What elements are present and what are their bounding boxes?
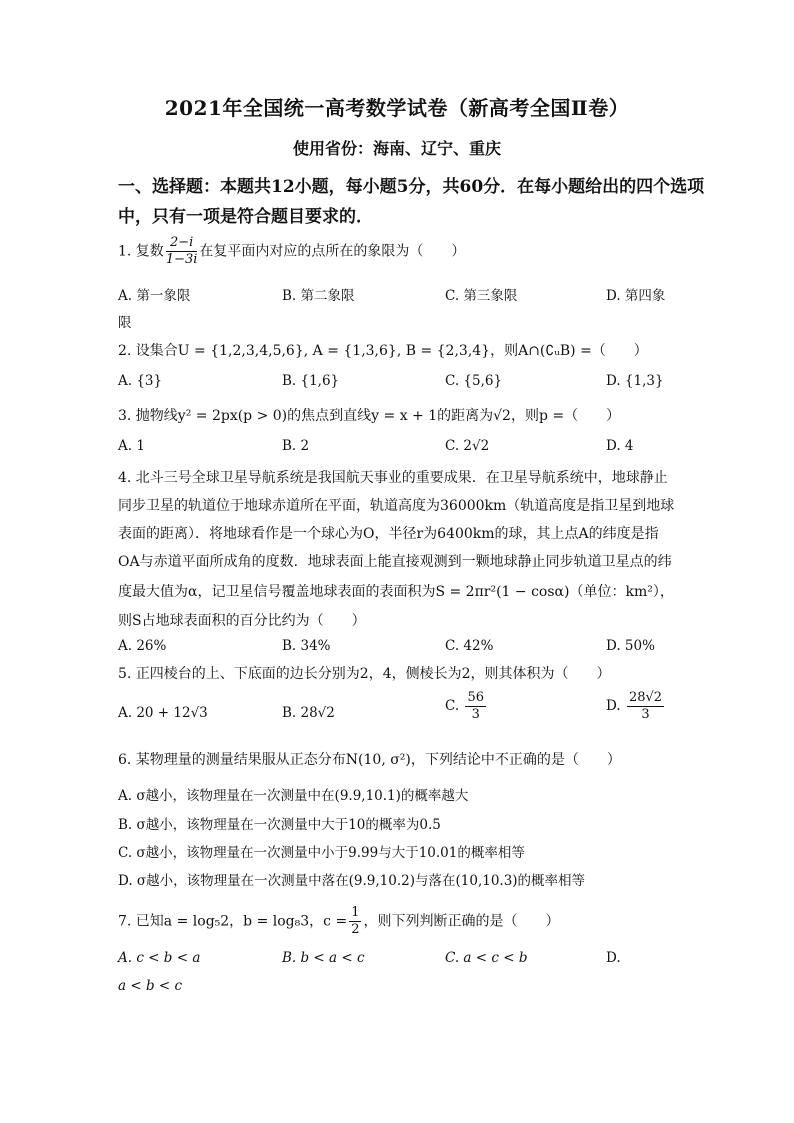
question-5-option-b[interactable]: B. 28√2	[282, 705, 335, 721]
question-7-fraction: $\frac{1}{2}$	[351, 905, 360, 937]
question-1-fraction: $\frac{2-i}{1-3i}$	[165, 235, 198, 267]
question-4-option-b[interactable]: B. 34%	[282, 638, 331, 654]
question-6-option-c[interactable]: C. σ越小，该物理量在一次测量中小于9.99与大于10.01的概率相等	[118, 845, 525, 861]
section-heading-line1: 一、选择题：本题共12小题，每小题5分，共60分．在每小题给出的四个选项	[118, 177, 705, 197]
question-4-line-6: 则S占地球表面积的百分比约为（ ）	[118, 613, 366, 629]
question-1-option-d[interactable]: D. 第四象	[606, 288, 666, 304]
question-7-option-d-wrap: a < b < c	[118, 978, 183, 994]
question-2-stem: 2. 设集合U = {1,2,3,4,5,6}, A = {1,3,6}, B = {2,3,4}，则A∩(∁ᵤB) =（ ）	[118, 343, 648, 359]
question-1-option-b[interactable]: B. 第二象限	[282, 288, 355, 304]
question-3-option-a[interactable]: A. 1	[118, 438, 145, 454]
question-4-line-3: 表面的距离）．将地球看作是一个球心为O，半径r为6400km的球，其上点A的纬度是指	[118, 526, 659, 542]
question-1-option-a[interactable]: A. 第一象限	[118, 288, 191, 304]
question-3-option-b[interactable]: B. 2	[282, 438, 310, 454]
question-4-line-1: 4. 北斗三号全球卫星导航系统是我国航天事业的重要成果．在卫星导航系统中，地球静止	[118, 470, 668, 486]
question-5-option-d-fraction: $\frac{28√2}{3}$	[628, 690, 663, 722]
question-7-option-a[interactable]: A. c < b < a	[118, 950, 201, 966]
question-7-option-c[interactable]: C. a < c < b	[445, 950, 528, 966]
question-5-option-d[interactable]: D. $\frac{28√2}{3}$	[606, 690, 663, 722]
question-4-option-c[interactable]: C. 42%	[445, 638, 494, 654]
question-1-option-c[interactable]: C. 第三象限	[445, 288, 518, 304]
question-7-stem: 7. 已知a = log₅2，b = log₈3，c = $\frac{1}{2}$ ，则下列判断正确的是（ ）	[118, 905, 560, 937]
section-heading-line2: 中，只有一项是符合题目要求的．	[118, 207, 373, 227]
question-2-option-c[interactable]: C. {5,6}	[445, 373, 503, 389]
question-1-option-d-wrap: 限	[118, 315, 132, 331]
question-3-option-c[interactable]: C. 2√2	[445, 438, 490, 454]
question-6-option-b[interactable]: B. σ越小，该物理量在一次测量中大于10的概率为0.5	[118, 817, 441, 833]
question-4-option-a[interactable]: A. 26%	[118, 638, 167, 654]
question-2-option-a[interactable]: A. {3}	[118, 373, 163, 389]
question-5-option-a[interactable]: A. 20 + 12√3	[118, 705, 208, 721]
question-5-option-c-fraction: $\frac{56}{3}$	[467, 690, 484, 722]
question-2-option-b[interactable]: B. {1,6}	[282, 373, 340, 389]
question-5-stem: 5. 正四棱台的上、下底面的边长分别为2，4，侧棱长为2，则其体积为（ ）	[118, 666, 611, 682]
exam-subtitle: 使用省份：海南、辽宁、重庆	[292, 139, 501, 158]
question-3-stem: 3. 抛物线y² = 2px(p > 0)的焦点到直线y = x + 1的距离为√2，则p =（ ）	[118, 408, 621, 424]
question-1-stem: 1. 复数 $\frac{2-i}{1-3i}$ 在复平面内对应的点所在的象限为（ ）	[118, 235, 466, 267]
question-4-line-2: 同步卫星的轨道位于地球赤道所在平面，轨道高度为36000km（轨道高度是指卫星到地球	[118, 498, 675, 514]
question-6-option-a[interactable]: A. σ越小，该物理量在一次测量中在(9.9,10.1)的概率越大	[118, 788, 469, 804]
question-7-option-d[interactable]: D.	[606, 950, 621, 966]
exam-title: 2021年全国统一高考数学试卷（新高考全国Ⅱ卷）	[164, 96, 630, 120]
question-4-option-d[interactable]: D. 50%	[606, 638, 655, 654]
question-4-line-5: 度最大值为α，记卫星信号覆盖地球表面的表面积为S = 2πr²(1 − cosα)（单位：km²），	[118, 584, 674, 600]
question-6-option-d[interactable]: D. σ越小，该物理量在一次测量中落在(9.9,10.2)与落在(10,10.3)的概率相等	[118, 873, 586, 889]
question-5-option-c[interactable]: C. $\frac{56}{3}$	[445, 690, 484, 722]
question-7-option-b[interactable]: B. b < a < c	[282, 950, 365, 966]
question-4-line-4: OA与赤道平面所成角的度数．地球表面上能直接观测到一颗地球静止同步轨道卫星点的纬	[118, 554, 672, 570]
question-6-stem: 6. 某物理量的测量结果服从正态分布N(10, σ²)，下列结论中不正确的是（ ）	[118, 752, 621, 768]
question-3-option-d[interactable]: D. 4	[606, 438, 634, 454]
question-2-option-d[interactable]: D. {1,3}	[606, 373, 664, 389]
